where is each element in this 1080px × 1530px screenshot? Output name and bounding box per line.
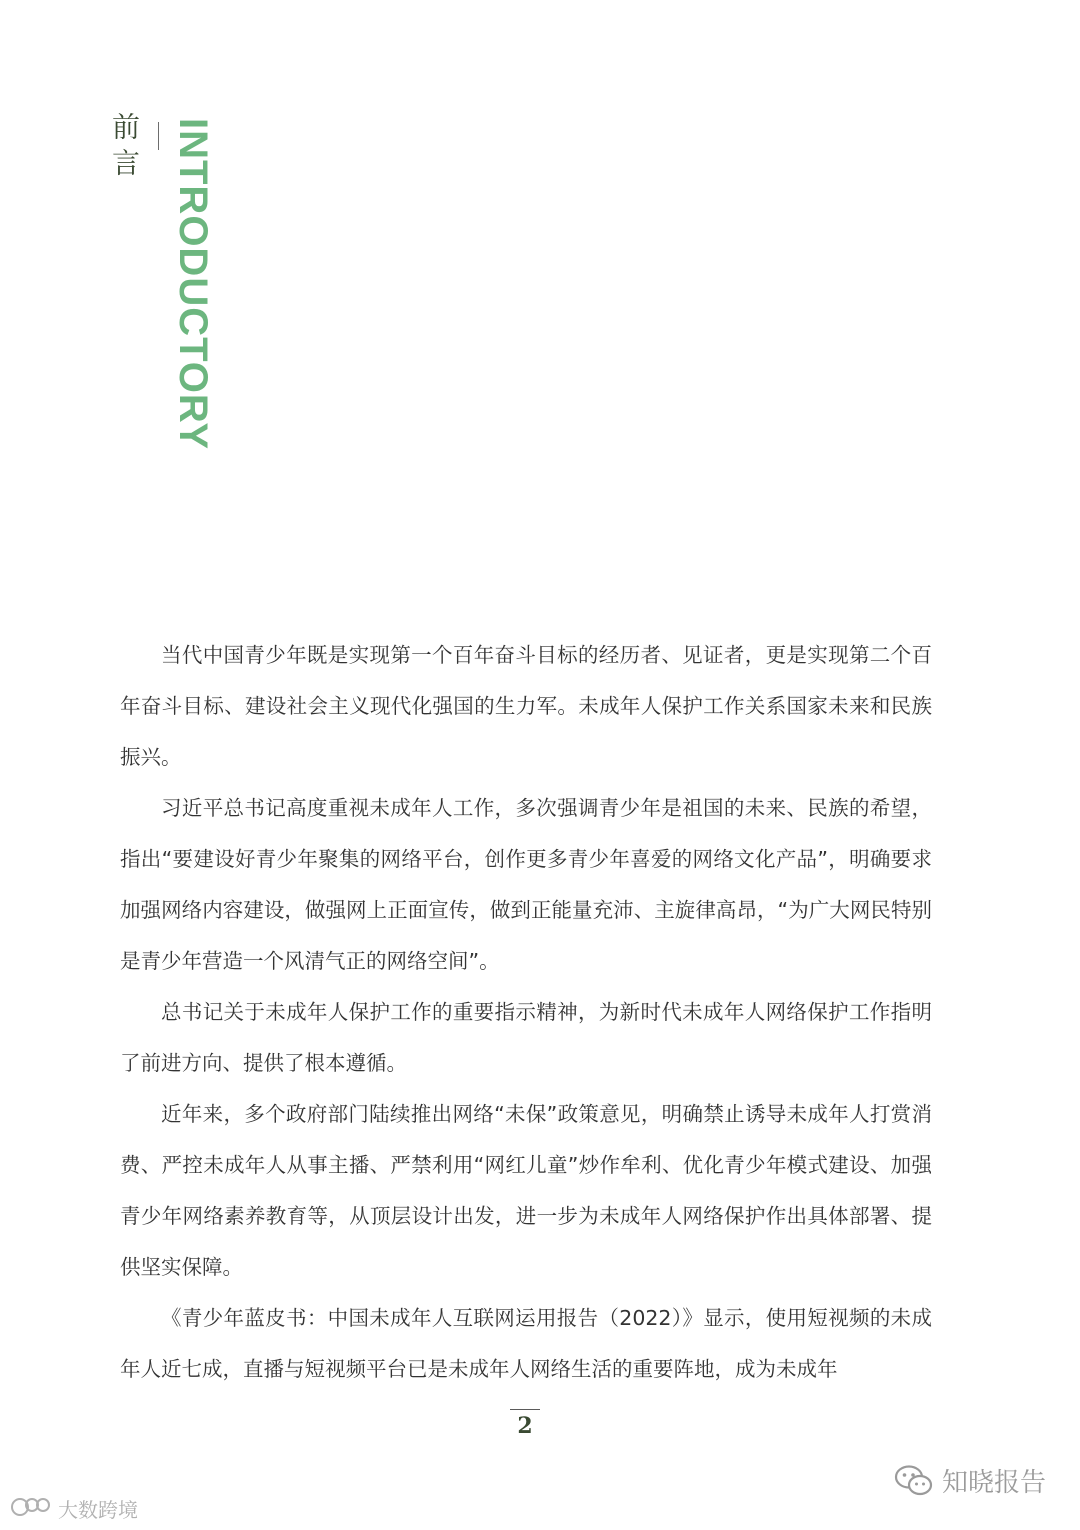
- title-divider: [158, 122, 159, 150]
- paragraph: 当代中国青少年既是实现第一个百年奋斗目标的经历者、见证者，更是实现第二个百年奋斗目标、建设社会主义现代化强国的生力军。未成年人保护工作关系国家未来和民族振兴。: [120, 643, 932, 769]
- paragraph: 总书记关于未成年人保护工作的重要指示精神，为新时代未成年人网络保护工作指明了前进方向、提供了根本遵循。: [120, 1000, 932, 1075]
- logo-icon: [10, 1495, 54, 1523]
- section-title-english: INTRODUCTORY: [171, 118, 215, 450]
- paragraph: 《青少年蓝皮书：中国未成年人互联网运用报告（2022）》显示，使用短视频的未成年人近七成，直播与短视频平台已是未成年人网络生活的重要阵地，成为未成年: [120, 1306, 932, 1381]
- watermark-text: 知晓报告: [941, 1468, 1046, 1498]
- paragraph: 习近平总书记高度重视未成年人工作，多次强调青少年是祖国的未来、民族的希望，指出“要建设好青少年聚集的网络平台，创作更多青少年喜爱的网络文化产品”，明确要求加强网络内容建设，做强网上正面宣传，做到正能量充沛、主旋律高昂，“为广大网民特别是青少年营造一个风清气正的网络空间”。: [120, 796, 932, 973]
- watermark-right: [894, 1462, 1046, 1499]
- watermark-text: 大数跨境: [58, 1498, 138, 1522]
- paragraph: 近年来，多个政府部门陆续推出网络“未保”政策意见，明确禁止诱导未成年人打赏消费、严控未成年人从事主播、严禁利用“网红儿童”炒作牟利、优化青少年模式建设、加强青少年网络素养教育等，从顶层设计出发，进一步为未成年人网络保护作出具体部署、提供坚实保障。: [120, 1102, 932, 1279]
- watermark-left: [10, 1494, 138, 1523]
- page-number-rule: [510, 1409, 540, 1410]
- wechat-icon: [894, 1464, 934, 1498]
- page-number: 2: [517, 1413, 533, 1439]
- section-title-chinese: 前言: [108, 112, 141, 184]
- body-text: [120, 630, 932, 1395]
